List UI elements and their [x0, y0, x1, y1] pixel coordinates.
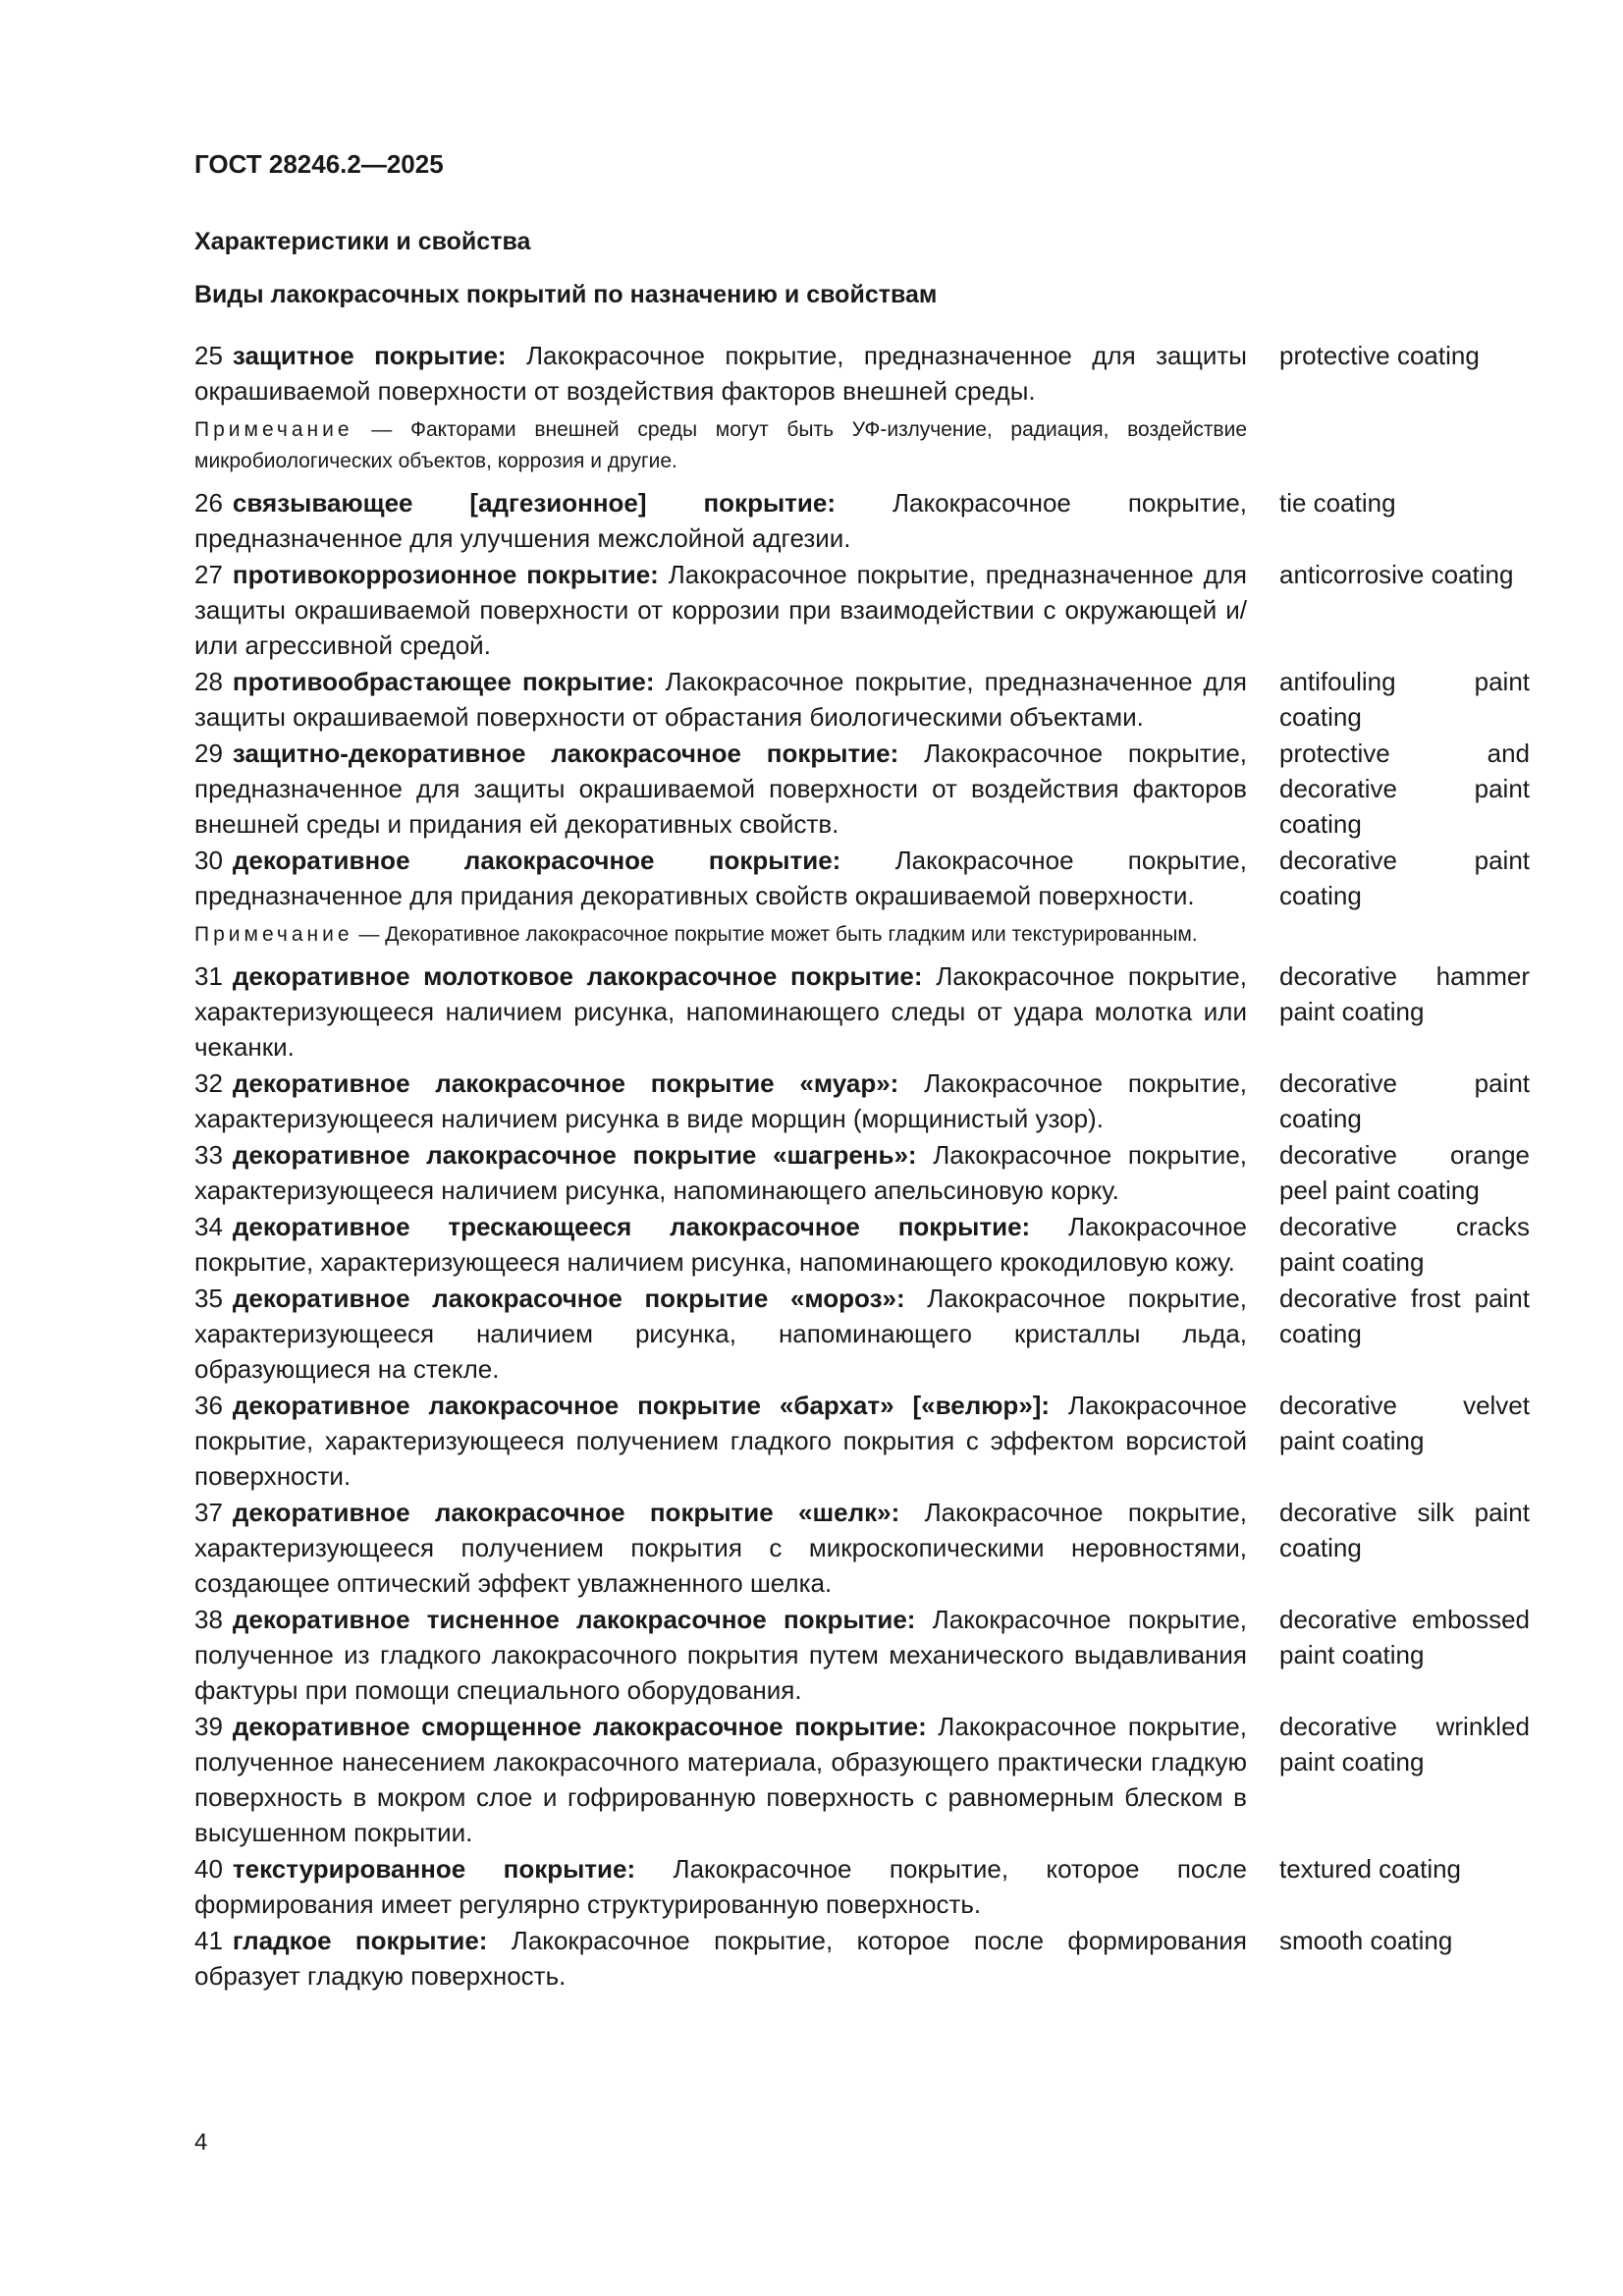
- term-english-equivalent: smooth coating: [1279, 1926, 1453, 1955]
- term-definition-text: Лакокрасочное покрытие, предназначенное для защиты окрашиваемой поверхности от коррозии при взаимодействии с окружающей и/или агрессивной средой.: [194, 560, 1247, 660]
- term-definition-ru: [194, 1923, 1247, 1994]
- term-entry: [194, 1923, 1530, 1994]
- term-number: 25: [194, 341, 223, 370]
- term-english-equivalent: decorative paint coating: [1279, 1068, 1530, 1133]
- term-number: 30: [194, 846, 223, 875]
- term-name: защитно-декоративное лакокрасочное покрытие:: [232, 738, 899, 768]
- term-definition-ru: [194, 557, 1247, 663]
- term-english-equivalent: decorative orange peel paint coating: [1279, 1140, 1530, 1205]
- note-text: — Факторами внешней среды могут быть УФ-излучение, радиация, воздействие микробиологических объектов, коррозия и другие.: [194, 418, 1247, 472]
- term-definition-text: Лакокрасочное покрытие, характеризующееся получением покрытия с микроскопическими неровностями, создающее оптический эффект увлажненного шелка.: [194, 1498, 1248, 1598]
- term-english-equivalent: decorative velvet paint coating: [1279, 1391, 1530, 1455]
- term-english-equivalent: decorative wrinkled paint coating: [1279, 1712, 1530, 1777]
- term-definition-text: Лакокрасочное покрытие, полученное из гладкого лакокрасочного покрытия путем механического выдавливания фактуры при помощи специального оборудования.: [194, 1605, 1247, 1705]
- term-entry: [194, 1137, 1530, 1208]
- term-definition-ru: [194, 736, 1247, 842]
- term-entry: [194, 736, 1530, 842]
- term-name: защитное покрытие:: [232, 341, 507, 370]
- term-definition-text: Лакокрасочное покрытие, характеризующееся получением гладкого покрытия с эффектом ворсистой поверхности.: [194, 1391, 1247, 1491]
- term-entry: [194, 338, 1530, 409]
- term-name: декоративное лакокрасочное покрытие «мороз»:: [232, 1284, 905, 1313]
- term-definition-ru: [194, 1281, 1247, 1387]
- term-name: декоративное тисненное лакокрасочное покрытие:: [232, 1605, 916, 1634]
- term-note: [194, 414, 1247, 477]
- term-number: 32: [194, 1068, 223, 1098]
- term-name: связывающее [адгезионное] покрытие:: [232, 488, 836, 518]
- term-definition-text: Лакокрасочное покрытие, предназначенное для защиты окрашиваемой поверхности от воздействия факторов внешней среды.: [194, 341, 1247, 406]
- term-definition-text: Лакокрасочное покрытие, характеризующееся наличием рисунка, напоминающего крокодиловую кожу.: [194, 1212, 1247, 1277]
- term-definition-ru: [194, 1137, 1247, 1208]
- term-definition-text: Лакокрасочное покрытие, которое после формирования имеет регулярно структурированную поверхность.: [194, 1854, 1248, 1919]
- term-entry: [194, 664, 1530, 735]
- term-english-equivalent: decorative frost paint coating: [1279, 1284, 1530, 1348]
- term-definition-text: Лакокрасочное покрытие, характеризующееся наличием рисунка, напоминающего следы от удара молотка или чеканки.: [194, 961, 1247, 1062]
- term-definition-ru: [194, 664, 1247, 735]
- term-number: 26: [194, 488, 223, 518]
- term-definition-ru: [194, 1388, 1247, 1494]
- note-text: — Декоративное лакокрасочное покрытие может быть гладким или текстурированным.: [352, 923, 1198, 946]
- note-label: Примечание: [194, 418, 353, 441]
- term-number: 35: [194, 1284, 223, 1313]
- term-note: [194, 919, 1247, 951]
- term-definition-text: Лакокрасочное покрытие, предназначенное для защиты окрашиваемой поверхности от воздействия факторов внешней среды и придания ей декоративных свойств.: [194, 738, 1248, 839]
- term-definition-text: Лакокрасочное покрытие, характеризующееся наличием рисунка, напоминающего кристаллы льда, образующиеся на стекле.: [194, 1284, 1247, 1384]
- term-name: текстурированное покрытие:: [232, 1854, 636, 1884]
- term-entry: [194, 1851, 1530, 1922]
- term-name: противообрастающее покрытие:: [232, 667, 655, 696]
- term-entry: [194, 1602, 1530, 1708]
- term-name: декоративное трескающееся лакокрасочное покрытие:: [232, 1212, 1031, 1241]
- term-name: декоративное лакокрасочное покрытие «муар»:: [232, 1068, 899, 1098]
- document-code: ГОСТ 28246.2—2025: [194, 149, 444, 179]
- term-name: декоративное лакокрасочное покрытие «шелк»:: [232, 1498, 900, 1527]
- term-definition-ru: [194, 1066, 1247, 1136]
- term-definition-text: Лакокрасочное покрытие, предназначенное для улучшения межслойной адгезии.: [194, 488, 1248, 553]
- term-definition-ru: [194, 485, 1247, 556]
- term-definition-ru: [194, 958, 1247, 1065]
- subsection-title: Виды лакокрасочных покрытий по назначению и свойствам: [194, 281, 938, 308]
- term-number: 40: [194, 1854, 223, 1884]
- term-definition-ru: [194, 1209, 1247, 1280]
- term-definition-ru: [194, 338, 1247, 409]
- term-number: 34: [194, 1212, 223, 1241]
- term-english-equivalent: decorative cracks paint coating: [1279, 1212, 1530, 1277]
- term-english-equivalent: anticorrosive coating: [1279, 560, 1514, 589]
- terms-list: [194, 338, 1530, 1995]
- term-name: декоративное лакокрасочное покрытие «шагрень»:: [232, 1140, 917, 1170]
- term-number: 29: [194, 738, 223, 768]
- term-definition-ru: [194, 1851, 1247, 1922]
- term-english-equivalent: decorative paint coating: [1279, 846, 1530, 910]
- term-number: 28: [194, 667, 223, 696]
- term-definition-text: Лакокрасочное покрытие, предназначенное для защиты окрашиваемой поверхности от обрастания биологическими объектами.: [194, 667, 1247, 732]
- term-entry: [194, 1209, 1530, 1280]
- term-entry: [194, 1066, 1530, 1136]
- term-definition-text: Лакокрасочное покрытие, полученное нанесением лакокрасочного материала, образующего практически гладкую поверхность в мокром слое и гофрированную поверхность с равномерным блеском в высушенном покрытии.: [194, 1712, 1247, 1847]
- term-number: 37: [194, 1498, 223, 1527]
- term-number: 41: [194, 1926, 223, 1955]
- term-name: декоративное сморщенное лакокрасочное покрытие:: [232, 1712, 927, 1741]
- term-definition-text: Лакокрасочное покрытие, характеризующееся наличием рисунка, напоминающего апельсиновую корку.: [194, 1140, 1247, 1205]
- term-name: декоративное молотковое лакокрасочное покрытие:: [232, 961, 923, 991]
- term-definition-text: Лакокрасочное покрытие, которое после формирования образует гладкую поверхность.: [194, 1926, 1247, 1991]
- term-english-equivalent: protective and decorative paint coating: [1279, 738, 1530, 839]
- term-english-equivalent: textured coating: [1279, 1854, 1462, 1884]
- term-definition-text: Лакокрасочное покрытие, предназначенное для придания декоративных свойств окрашиваемой поверхности.: [194, 846, 1247, 910]
- term-english-equivalent: decorative hammer paint coating: [1279, 961, 1530, 1026]
- term-definition-ru: [194, 1495, 1247, 1601]
- term-number: 31: [194, 961, 223, 991]
- term-number: 36: [194, 1391, 223, 1420]
- term-entry: [194, 1495, 1530, 1601]
- term-english-equivalent: decorative embossed paint coating: [1279, 1605, 1530, 1669]
- term-name: декоративное лакокрасочное покрытие:: [232, 846, 841, 875]
- term-name: гладкое покрытие:: [232, 1926, 488, 1955]
- term-definition-text: Лакокрасочное покрытие, характеризующееся наличием рисунка в виде морщин (морщинистый узор).: [194, 1068, 1248, 1133]
- section-title: Характеристики и свойства: [194, 228, 531, 255]
- term-definition-ru: [194, 1602, 1247, 1708]
- note-label: Примечание: [194, 923, 353, 946]
- term-entry: [194, 1281, 1530, 1387]
- term-entry: [194, 485, 1530, 556]
- term-number: 33: [194, 1140, 223, 1170]
- term-entry: [194, 1388, 1530, 1494]
- term-number: 39: [194, 1712, 223, 1741]
- term-entry: [194, 1709, 1530, 1850]
- page-number: 4: [194, 2129, 208, 2156]
- term-definition-ru: [194, 1709, 1247, 1850]
- term-number: 27: [194, 560, 223, 589]
- term-english-equivalent: protective coating: [1279, 341, 1480, 370]
- term-name: противокоррозионное покрытие:: [232, 560, 659, 589]
- term-entry: [194, 557, 1530, 663]
- term-english-equivalent: tie coating: [1279, 488, 1396, 518]
- term-english-equivalent: decorative silk paint coating: [1279, 1498, 1530, 1562]
- term-english-equivalent: antifouling paint coating: [1279, 667, 1530, 732]
- term-definition-ru: [194, 843, 1247, 913]
- term-number: 38: [194, 1605, 223, 1634]
- term-name: декоративное лакокрасочное покрытие «бархат» [«велюр»]:: [232, 1391, 1051, 1420]
- term-entry: [194, 843, 1530, 913]
- term-entry: [194, 958, 1530, 1065]
